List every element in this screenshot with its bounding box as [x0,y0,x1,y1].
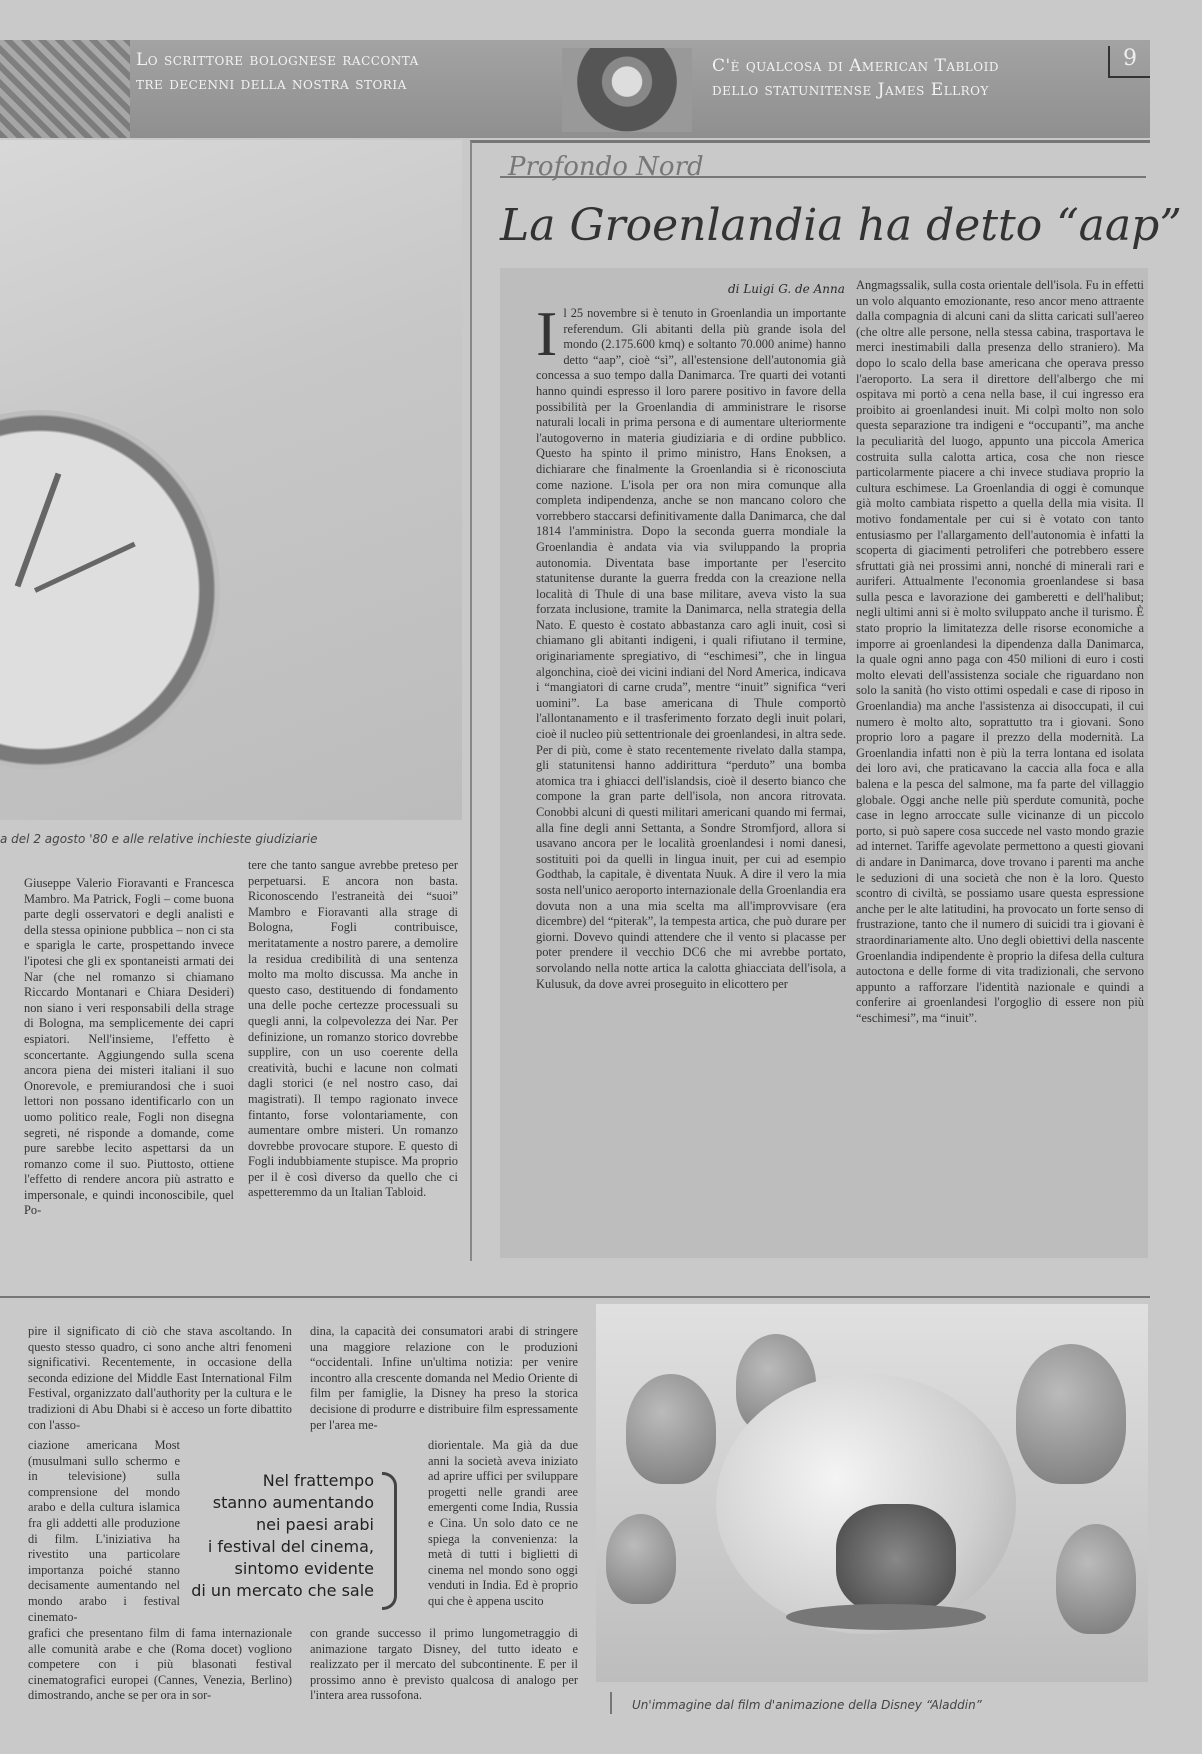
bottom-column-1-narrow: ciazione americana Most (musulmani sullo schermo e in televisione) sulla comprensione del mondo arabo e della cultura islamica fra gli addetti alle produzione di film. L'iniziativa ha rivestito una particolare importanza poiché stanno decisamente aumentando nel mondo arabo i festival cinemato- [28,1438,180,1624]
header-photo-left [0,40,130,138]
bottom-column-1-top: pire il significato di ciò che stava ascoltando. In questo stesso quadro, ci sono anche altri fenomeni significativi. Recentemente, in occasione della seconda edizione del Middle East International Film Festival, organizzato dall'authority per la cultura e le tradizioni di Abu Dhabi si è acceso un forte dibattito con l'asso- [28,1324,292,1432]
header-right-title [712,54,999,102]
caption-rule [610,1692,612,1714]
clock-face-icon [0,410,220,770]
image-caption: Un'immagine dal film d'animazione della Disney “Aladdin” [632,1698,982,1712]
article-byline: di Luigi G. de Anna [728,282,845,296]
section-divider [0,1296,1150,1298]
bottom-column-2-narrow: diorientale. Ma già da due anni la società aveva iniziato ad aprire uffici per sviluppare progetti nelle grandi aree emergenti come India, Russia e Cina. Un solo dato ce ne spiega la convenienza: la metà di tutti i biglietti di cinema nel mondo sono oggi venduti in India. Ed è proprio qui che è appena uscito [428,1438,578,1608]
pull-quote-line: i festival del cinema, [207,1537,374,1556]
article-kicker: Profondo Nord [508,152,704,182]
pull-quote-line: nei paesi arabi [256,1515,374,1534]
pull-quote-line: stanno aumentando [212,1493,374,1512]
page-number: 9 [1108,46,1150,78]
article-column-1 [536,306,846,1256]
header-left-line2: tre decenni della nostra storia [136,74,407,94]
bottom-column-1-bottom: grafici che presentano film di fama internazionale alle comunità arabe e che (Roma docet) vogliono competere con i più blasonati festival cinematografici europei (Cannes, Venezia, Berlino) dimostrando, anche se per ora in sor- [28,1626,292,1703]
pull-quote-line: di un mercato che sale [191,1581,374,1600]
header-left-title [136,48,419,96]
aladdin-image [596,1304,1148,1682]
header-band [0,40,1150,138]
bottom-column-2-top: dina, la capacità dei consumatori arabi di stringere una maggiore relazione con le produzioni “occidentali. Infine un'ultima notizia: per venire incontro alla crescente domanda nel Medio Oriente di film per famiglie, la Disney ha preso la storica decisione di produrre e distribuire film espressamente per l'area me- [310,1324,578,1432]
header-right-line2: dello statunitense James Ellroy [712,80,989,100]
pull-quote-line: sintomo evidente [234,1559,374,1578]
pull-quote-line: Nel frattempo [262,1471,374,1490]
lower-left-column-2: tere che tanto sangue avrebbe preteso per perpetuarsi. E ancora non basta. Riconoscendo l'estraneità dei “suoi” Mambro e Fioravanti alla strage di Bologna, Fogli contribuisce, meritatamente a nostro parere, a demolire la residua credibilità di una sentenza molto ma molto discussa. Ma anche in questo caso, destituendo di fondamento una delle poche certezze processuali su quegli anni, la colpevolezza dei Nar. Per definizione, un romanzo storico dovrebbe supplire, con un uso coerente della creatività, buchi e lacune non colmati dagli storici (e nel nostro caso, dai magistrati). Il tempo ragionato invece fintanto, forse volontariamente, con aumentare ombre misteri. Un romanzo dovrebbe provocare stupore. E questo di Fogli indubbiamente stupisce. Ma proprio per il è così diverso da quello che ci aspetteremmo da un Italian Tabloid. [248,858,458,1200]
article-dropcap: I [536,306,558,369]
pull-quote-brace-icon [382,1472,397,1610]
header-photo-right [562,48,692,132]
pull-quote [184,1470,374,1602]
header-right-line1: C'è qualcosa di American Tabloid [712,56,999,76]
bottom-column-2-bottom: con grande successo il primo lungometraggio di animazione targato Disney, del tutto ideato e realizzato per il mercato del subcontinente. E per il prossimo anno è previsto qualcosa di analogo per l'intera area russofona. [310,1626,578,1703]
clock-photo [0,140,462,820]
article-column-1-text: l 25 novembre si è tenuto in Groenlandia un importante referendum. Gli abitanti della più grande isola del mondo (2.175.600 kmq) e soltanto 70.000 anime) hanno detto “aap”, cioè “sì”, all'estensione dell'autonomia già concessa a suo tempo dalla Danimarca. Tre quarti dei votanti hanno quindi espresso il loro parere positivo in favore della possibilità per la Groenlandia di amministrare le risorse naturali locali in prima persona e di aumentare ulteriormente l'autogoverno in materia giudiziaria e di ordine pubblico. Questo ha spinto il primo ministro, Hans Enoksen, a dichiarare che finalmente la Groenlandia si è riconosciuta come nazione. L'isola per ora non mira comunque alla completa indipendenza, anche se non mancano coloro che vorrebbero staccarsi definitivamente dalla Danimarca, che dal 1814 l'amministra. Dopo la seconda guerra mondiale la Groenlandia è andata via via sviluppando la propria autonomia. Diventata base importante per l'esercito statunitense durante la guerra fredda con la creazione nella località di Thule di una base militare, aveva visto la sua forzata inclusione, tramite la Danimarca, nella strategia della Nato. E questo è costato abbastanza caro agli inuit, così si chiamano gli abitanti indigeni, i quali rifiutano il termine, originariamente spregiativo, di “eschimesi”, che in lingua algonchina, cioè dei vicini indiani del Nord America, indicava i “mangiatori di carne cruda”, mentre “inuit” significa “veri uomini”. La base americana di Thule comportò l'allontanamento e il trasferimento forzato degli inuit polari, cioè il nucleo più settentrionale dei groenlandesi, in altra sede. Per di più, come è stato recentemente rivelato dalla stampa, gli statunitensi hanno addirittura “perduto” una bomba atomica tra i ghiacci dell'islandsis, cioè il deserto bianco che compone la gran parte dell'isola, non ancora ritrovata. Conobbi alcuni di questi militari americani quando mi fermai, alla fine degli anni Settanta, a Sondre Stromfjord, allora si usavano ancora per le località groenlandesi i nomi danesi, sostituiti poi da quelli in lingua inuit, per cui ad esempio Godthab, la capitale, è diventata Nuuk. A dire il vero la mia sosta nell'unico aeroporto internazionale della Groenlandia era dovuta non a una mia scelta ma all'improvvisare (era dicembre) del “piterak”, la tempesta artica, che può durare per giorni. Dovevo quindi attendere che il vento si placasse per poter prendere il vecchio DC6 che mi avrebbe portato, sorvolando nella notte artica la calotta ghiacciata dell'isola, a Kulusuk, da dove avrei proseguito in elicottero per [536,306,846,991]
header-left-line1: Lo scrittore bolognese racconta [136,50,419,70]
photo-caption: a del 2 agosto '80 e alle relative inchieste giudiziarie [0,832,318,846]
article-headline: La Groenlandia ha detto “aap” [500,200,1182,251]
lower-left-column-1: Giuseppe Valerio Fioravanti e Francesca Mambro. Ma Patrick, Fogli – come buona parte degli osservatori e degli analisti e della stessa opinione pubblica – non ci sta e sparigla le carte, prospettando invece l'ipotesi che gli ex spontaneisti armati dei Nar (che nel romanzo si chiamano Riccardo Montanari e Chiara Desideri) non siano i veri responsabili della strage di Bologna, ma semplicemente dei capri espiatori. Nell'insieme, l'effetto è sconcertante. Aggiungendo sulla scena ancora piena dei misteri italiani il suo Onorevole, e premiurandosi che i suoi lettori non possano identificarlo con un uomo politico reale, Fogli non disegna segreti, né risponde a domande, come pure sarebbe lecito aspettarsi da un romanzo come il suo. Piuttosto, ottiene l'effetto di rendere ancora più astratto e impersonale, e quindi inconoscibile, quel Po- [24,876,234,1218]
article-column-2: Angmagssalik, sulla costa orientale dell'isola. Fu in effetti un volo alquanto emozionante, reso ancor meno attraente dalla compagnia di alcuni cani da slitta caricati sull'aereo (che oltre alle persone, nella stessa cabina, trasportava le merci inestimabili dalla presenza dello straniero). Ma dopo lo scalo della base americana che operava presso l'aeroporto. La sera il direttore dell'albergo che mi ospitava mi portò a cena nella base, il cui ingresso era proibito ai groenlandesi inuit. Mi colpì molto non solo questa separazione tra indigeni e “occupanti”, ma anche la peculiarità del luogo, appunto una piccola America costruita sulla calotta artica, cosa che non riesce particolarmente piacere a chi invece studiava proprio la cultura eschimese. La Groenlandia di oggi è comunque già molto cambiata rispetto a quella della mia visita. Il motivo fondamentale per cui si è votato con tanto entusiasmo per l'allargamento dell'autonomia è infatti la scoperta di giacimenti petroliferi che potrebbero essere sfruttati già nei prossimi anni, nonché di minerali rari e auriferi. Attualmente l'economia groenlandese si basa sulla pesca e lavorazione dei gamberetti e dell'halibut; negli ultimi anni si è molto sviluppato anche il turismo. È stato proprio la limitatezza delle risorse economiche a imporre ai groenlandesi la dipendenza dalla Danimarca, la quale ogni anno paga con 450 milioni di euro i costi molto elevati dell'assistenza sociale che riguardano non solo la sanità (ho visto ottimi ospedali e case di riposo in Groenlandia) ma anche l'assistenza ai disoccupati, il cui numero è molto alto, soprattutto tra i giovani. Sono proprio loro a pagare il prezzo della modernità. La Groenlandia infatti non è più la terra lontana ed isolata dei loro avi, che praticavano la caccia alla foca e alla balena e la pesca del salmone, ma fa parte del villaggio globale. Oggi anche nelle più sperdute comunità, poche case in legno arroccate sulle vicinanze di un piccolo porto, si può sapere cosa succede nel vasto mondo grazie ad internet. Tariffe agevolate permettono a questi giovani di andare in Danimarca, dove trovano i parenti ma anche le seduzioni di una società che non è la loro. Questo scontro di civiltà, se possiamo usare questa espressione anche per le alte latitudini, ha provocato un forte senso di frustrazione, tanto che il numero di suicidi tra i giovani è straordinariamente alto. Uno degli obiettivi della nascente Groenlandia indipendente è proprio la difesa della cultura autoctona e delle forme di vita tradizionali, che servono appunto a rafforzare l'identità nazionale e quindi a conferire ai groenlandesi l'orgoglio di essere non più “eschimesi”, ma “inuit”. [856,278,1144,1025]
